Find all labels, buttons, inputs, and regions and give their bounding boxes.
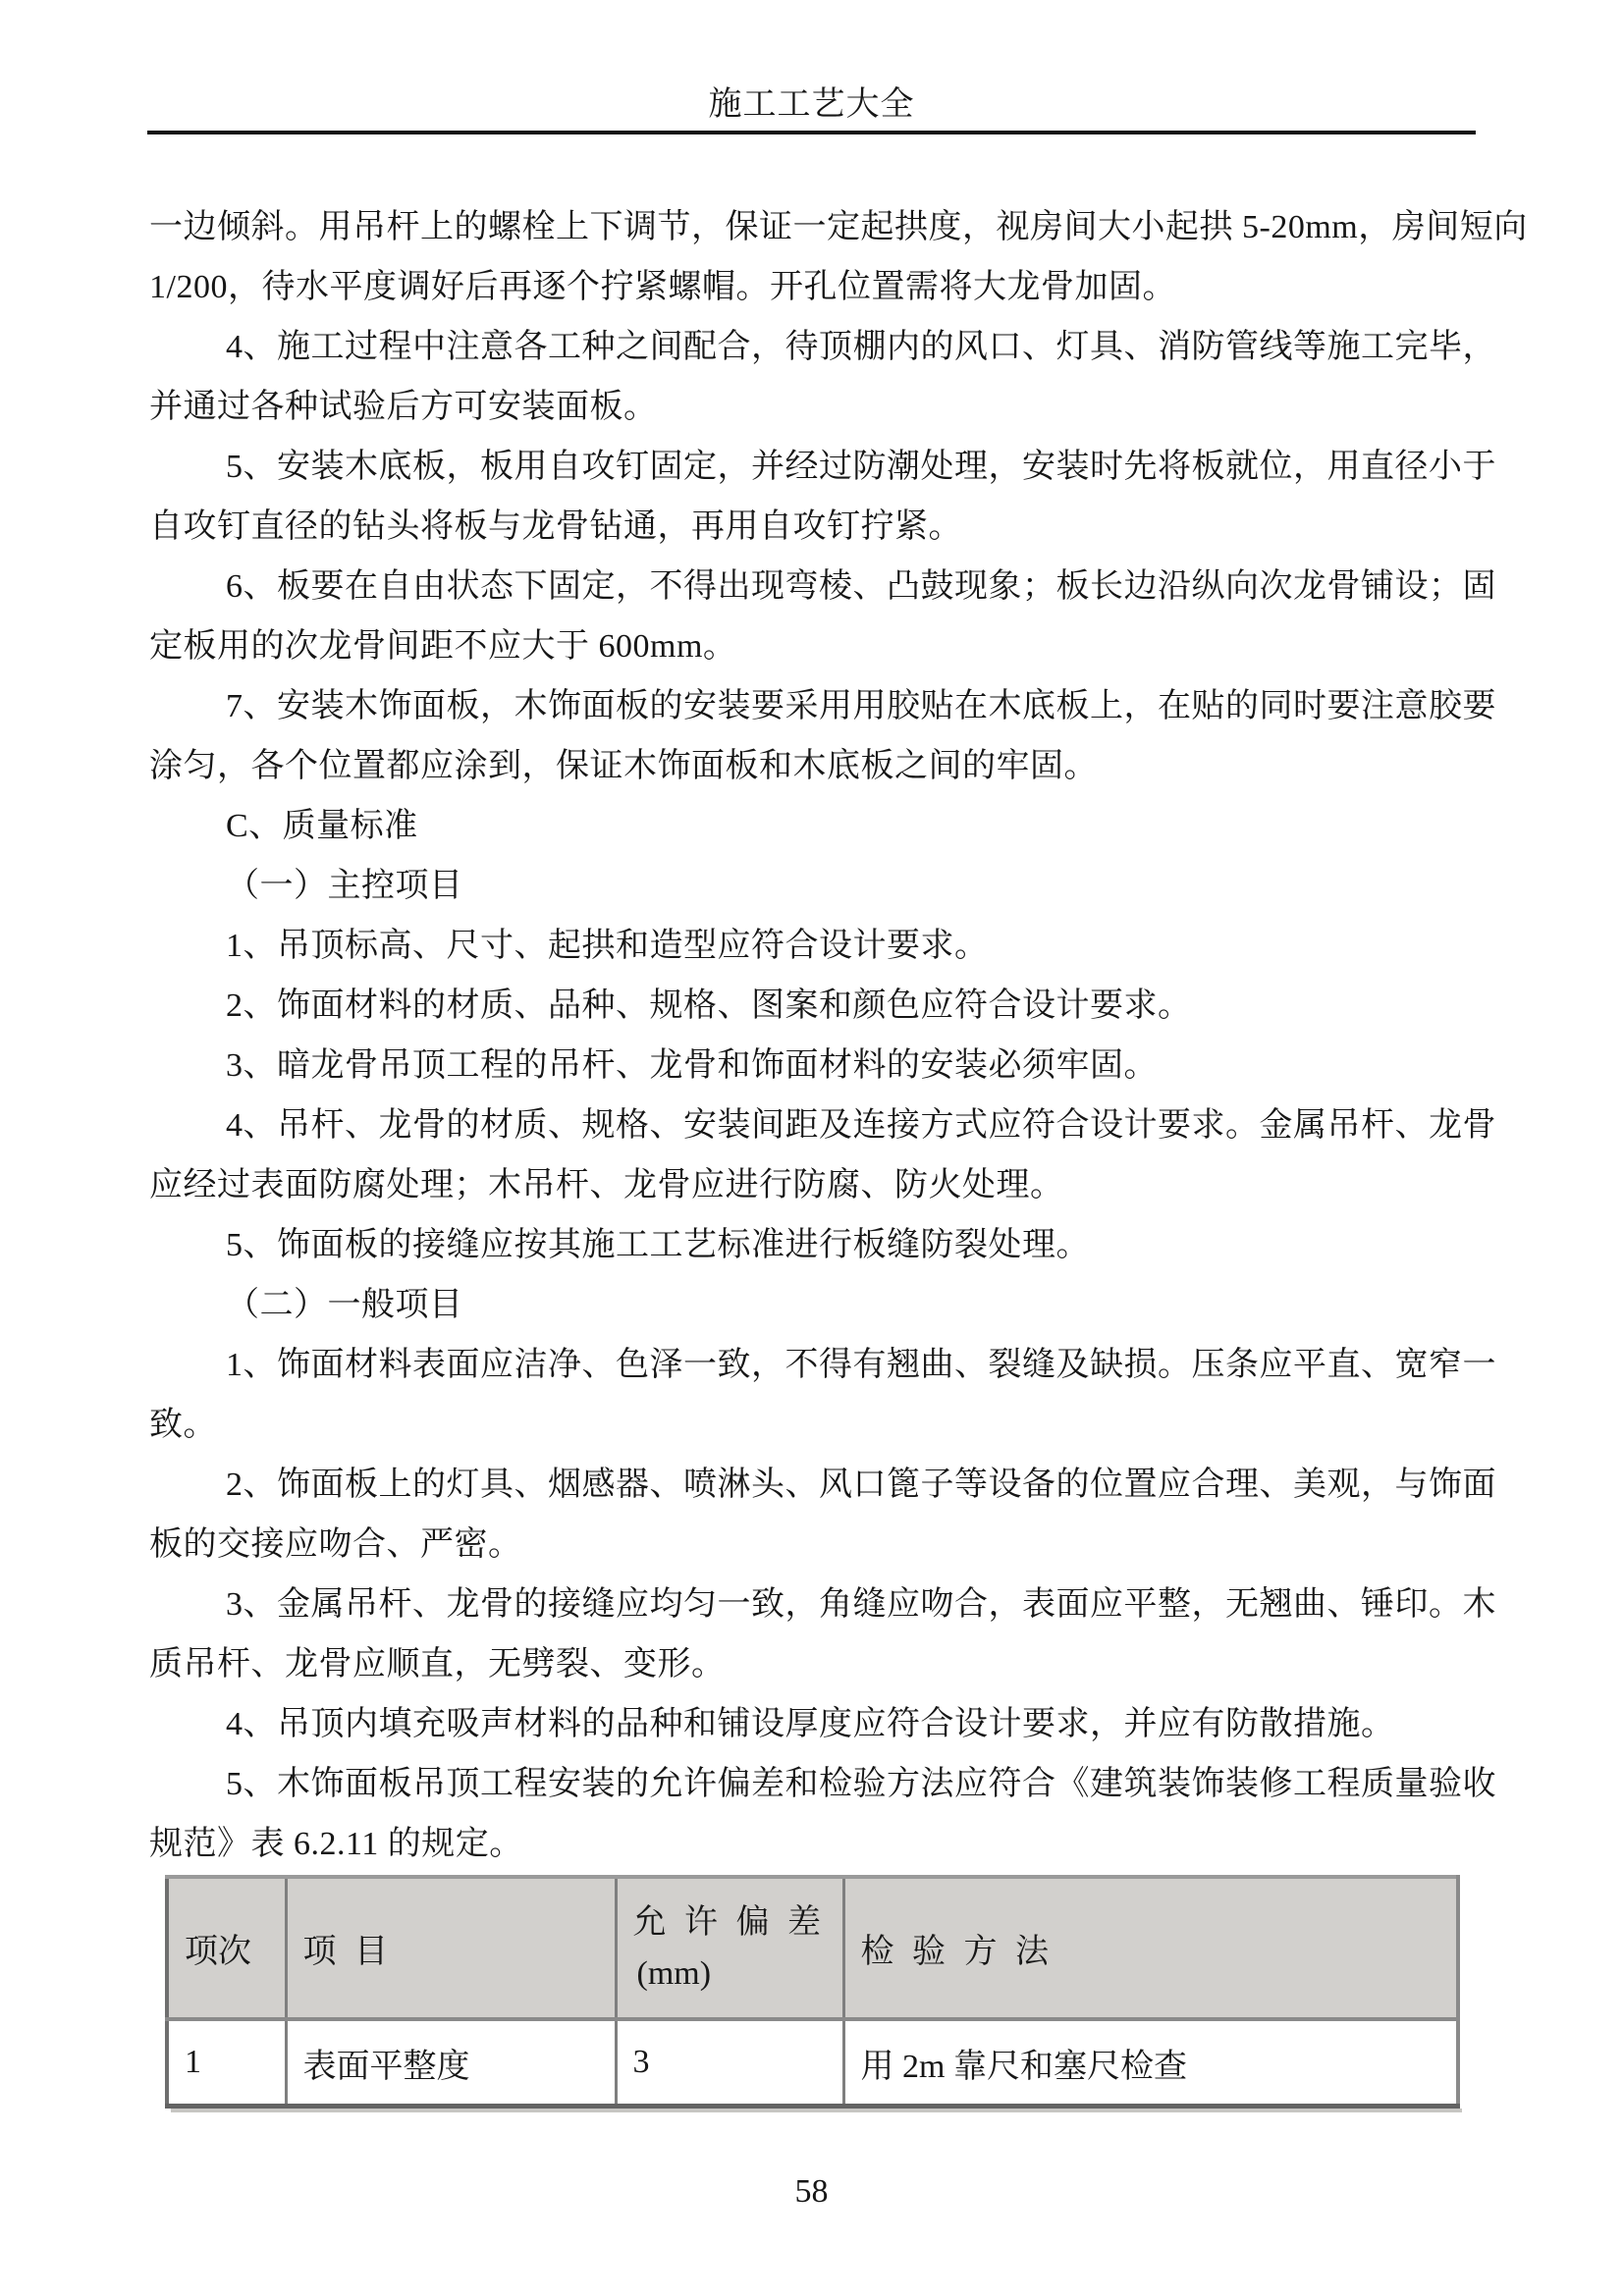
body-line: 5、安装木底板，板用自攻钉固定，并经过防潮处理，安装时先将板就位，用直径小于: [226, 449, 1496, 485]
body-line: （二）一般项目: [226, 1287, 463, 1323]
body-line: 定板用的次龙骨间距不应大于 600mm。: [149, 628, 737, 665]
body-line: 致。: [149, 1407, 217, 1443]
body-line: 6、板要在自由状态下固定，不得出现弯棱、凸鼓现象；板长边沿纵向次龙骨铺设；固: [226, 568, 1496, 605]
body-line: 涂匀，各个位置都应涂到，保证木饰面板和木底板之间的牢固。: [149, 748, 1098, 784]
table-row: [167, 2019, 1458, 2107]
body-line: 3、暗龙骨吊顶工程的吊杆、龙骨和饰面材料的安装必须牢固。: [226, 1047, 1158, 1084]
body-line: 规范》表 6.2.11 的规定。: [149, 1826, 523, 1862]
table-header-inspection-method: 检 验 方 法: [843, 1877, 1458, 2019]
header-rule: [147, 131, 1476, 134]
body-line: 并通过各种试验后方可安装面板。: [149, 389, 658, 425]
body-line: 1/200，待水平度调好后再逐个拧紧螺帽。开孔位置需将大龙骨加固。: [149, 269, 1176, 305]
body-line: 7、安装木饰面板，木饰面板的安装要采用用胶贴在木底板上，在贴的同时要注意胶要: [226, 688, 1496, 724]
cell-allowed-deviation: 3: [616, 2019, 843, 2107]
table-header-allowed-deviation-label: 允 许 偏 差: [632, 1903, 821, 1941]
body-line: （一）主控项目: [226, 868, 463, 904]
body-line: 4、吊顶内填充吸声材料的品种和铺设厚度应符合设计要求，并应有防散措施。: [226, 1706, 1395, 1742]
body-line: 3、金属吊杆、龙骨的接缝应均匀一致，角缝应吻合，表面应平整，无翘曲、锤印。木: [226, 1586, 1496, 1623]
tolerance-table: [165, 1875, 1460, 2109]
body-line: 一边倾斜。用吊杆上的螺栓上下调节，保证一定起拱度，视房间大小起拱 5-20mm，房间短向: [149, 209, 1528, 245]
cell-item-no: 1: [167, 2019, 286, 2107]
table-header-item: 项 目: [286, 1877, 616, 2019]
body-line: 2、饰面板上的灯具、烟感器、喷淋头、风口篦子等设备的位置应合理、美观，与饰面: [226, 1467, 1496, 1503]
body-line: 应经过表面防腐处理；木吊杆、龙骨应进行防腐、防火处理。: [149, 1167, 1064, 1203]
body-text: [149, 197, 1528, 1874]
body-line: 5、饰面板的接缝应按其施工工艺标准进行板缝防裂处理。: [226, 1227, 1090, 1263]
table-header-item-no: 项次: [167, 1877, 286, 2019]
table-header-allowed-deviation: [616, 1877, 843, 2019]
body-line: C、质量标准: [226, 808, 418, 844]
body-line: 1、饰面材料表面应洁净、色泽一致，不得有翘曲、裂缝及缺损。压条应平直、宽窄一: [226, 1347, 1496, 1383]
cell-inspection-method: 用 2m 靠尺和塞尺检查: [843, 2019, 1458, 2107]
body-line: 自攻钉直径的钻头将板与龙骨钻通，再用自攻钉拧紧。: [149, 508, 962, 545]
body-line: 板的交接应吻合、严密。: [149, 1526, 522, 1563]
body-line: 2、饰面材料的材质、品种、规格、图案和颜色应符合设计要求。: [226, 988, 1192, 1024]
cell-item: 表面平整度: [286, 2019, 616, 2107]
body-line: 4、施工过程中注意各工种之间配合，待顶棚内的风口、灯具、消防管线等施工完毕，: [226, 329, 1496, 365]
table-shadow: [171, 2109, 1462, 2112]
page-number: 58: [794, 2173, 829, 2210]
body-line: 1、吊顶标高、尺寸、起拱和造型应符合设计要求。: [226, 928, 989, 964]
running-head-title: 施工工艺大全: [708, 86, 915, 123]
body-line: 质吊杆、龙骨应顺直，无劈裂、变形。: [149, 1646, 726, 1682]
body-line: 4、吊杆、龙骨的材质、规格、安装间距及连接方式应符合设计要求。金属吊杆、龙骨: [226, 1107, 1496, 1144]
table-header-row: [167, 1877, 1458, 2019]
table-header-allowed-deviation-unit: (mm): [636, 1954, 712, 1992]
body-line: 5、木饰面板吊顶工程安装的允许偏差和检验方法应符合《建筑装饰装修工程质量验收: [226, 1766, 1496, 1802]
